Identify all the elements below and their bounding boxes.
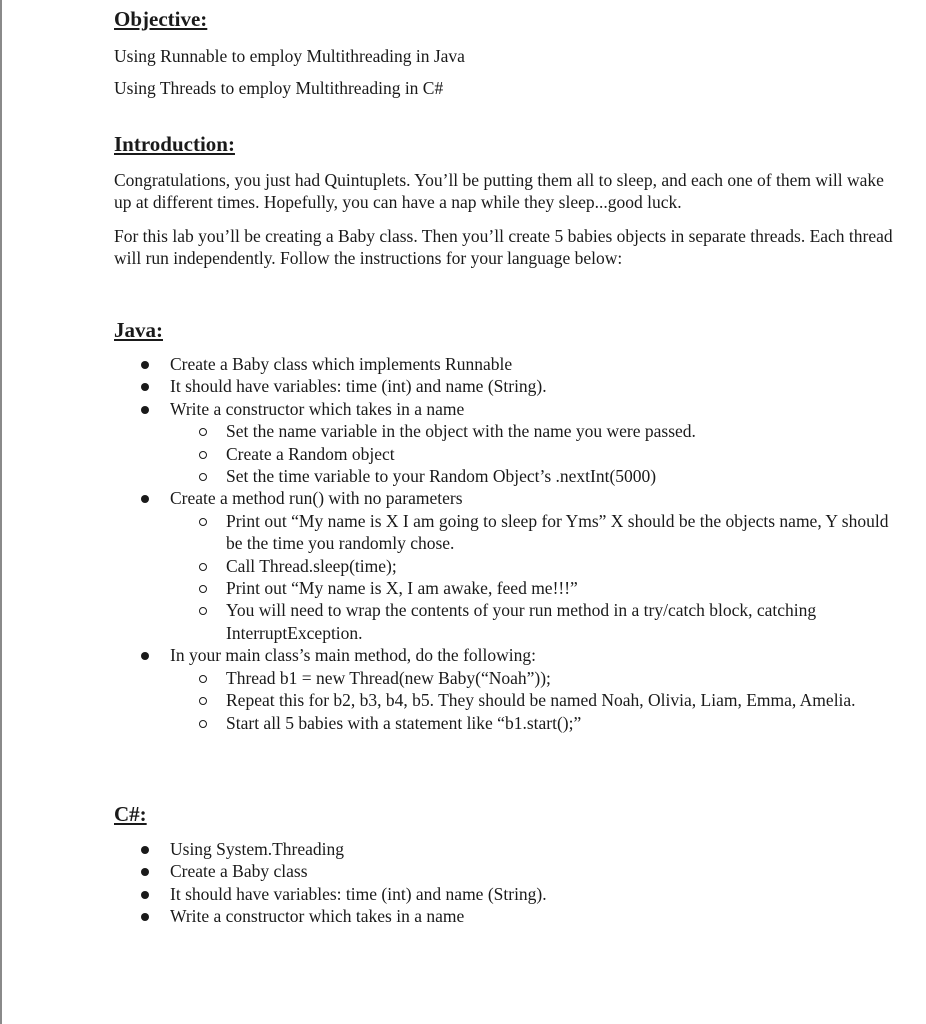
sub-list-item [114, 510, 904, 555]
csharp-heading: C#: [114, 802, 147, 826]
list-item-text: Write a constructor which takes in a name [170, 398, 465, 419]
csharp-instructions-list [114, 838, 904, 928]
list-item-text: Set the name variable in the object with the name you were passed. [226, 421, 696, 442]
list-item [114, 905, 904, 927]
list-item [114, 375, 904, 397]
list-item-text: Print out “My name is X, I am awake, feed me!!!” [226, 578, 578, 599]
list-item-text: Write a constructor which takes in a name [170, 906, 465, 927]
bullet-icon [141, 913, 149, 921]
sub-list-item [114, 577, 904, 599]
hollow-bullet-icon [199, 720, 207, 728]
hollow-bullet-icon [199, 675, 207, 683]
list-item-text: Create a Random object [226, 443, 395, 464]
list-item-text: Using System.Threading [170, 839, 345, 859]
list-item-text: It should have variables: time (int) and name (String). [170, 883, 547, 904]
list-item-text: Set the time variable to your Random Object’s .nextInt(5000) [226, 466, 657, 487]
list-item-text: Repeat this for b2, b3, b4, b5. They should be named Noah, Olivia, Liam, Emma, Amelia. [226, 690, 856, 711]
list-item [114, 353, 904, 375]
list-item-text: In your main class’s main method, do the following: [170, 645, 536, 666]
list-item [114, 487, 904, 509]
list-item [114, 644, 904, 666]
hollow-bullet-icon [199, 585, 207, 593]
sub-list-item [114, 599, 904, 644]
bullet-icon [141, 406, 149, 414]
list-item-text: Call Thread.sleep(time); [226, 555, 397, 576]
bullet-icon [141, 383, 149, 391]
hollow-bullet-icon [199, 697, 207, 705]
intro-paragraph-2: For this lab you’ll be creating a Baby class. Then you’ll create 5 babies objects in separate threads. Each thread will run independently. Follow the instructions for your language below: [114, 226, 893, 268]
sub-list-item [114, 443, 904, 465]
list-item-text: Start all 5 babies with a statement like “b1.start();” [226, 712, 582, 733]
hollow-bullet-icon [199, 451, 207, 459]
sub-list-item [114, 667, 904, 689]
list-item [114, 838, 904, 860]
objective-line-csharp: Using Threads to employ Multithreading in C# [114, 78, 444, 98]
bullet-icon [141, 361, 149, 369]
hollow-bullet-icon [199, 473, 207, 481]
hollow-bullet-icon [199, 518, 207, 526]
sub-list-item [114, 712, 904, 734]
introduction-heading: Introduction: [114, 132, 235, 156]
sub-list-item [114, 420, 904, 442]
bullet-icon [141, 846, 149, 854]
page-left-border [0, 0, 2, 1024]
sub-list-item [114, 689, 904, 711]
bullet-icon [141, 495, 149, 503]
hollow-bullet-icon [199, 563, 207, 571]
list-item-text: Print out “My name is X I am going to sleep for Yms” X should be the objects name, Y should be the time you randomly chose. [226, 510, 889, 554]
intro-paragraph-1: Congratulations, you just had Quintuplets. You’ll be putting them all to sleep, and each one of them will wake up at different times. Hopefully, you can have a nap while they sleep...good luck. [114, 170, 884, 212]
list-item-text: It should have variables: time (int) and name (String). [170, 376, 547, 397]
java-instructions-list [114, 353, 904, 734]
java-heading: Java: [114, 318, 163, 342]
list-item-text: Create a Baby class which implements Runnable [170, 354, 513, 374]
list-item [114, 860, 904, 882]
bullet-icon [141, 868, 149, 876]
list-item-text: Thread b1 = new Thread(new Baby(“Noah”)); [226, 667, 551, 688]
objective-line-java: Using Runnable to employ Multithreading in Java [114, 46, 465, 66]
list-item-text: You will need to wrap the contents of your run method in a try/catch block, catching InterruptException. [226, 600, 817, 643]
list-item [114, 883, 904, 905]
objective-heading: Objective: [114, 7, 208, 31]
bullet-icon [141, 891, 149, 899]
hollow-bullet-icon [199, 607, 207, 615]
list-item-text: Create a Baby class [170, 861, 308, 882]
sub-list-item [114, 555, 904, 577]
hollow-bullet-icon [199, 428, 207, 436]
bullet-icon [141, 652, 149, 660]
list-item-text: Create a method run() with no parameters [170, 488, 463, 509]
sub-list-item [114, 465, 904, 487]
list-item [114, 398, 904, 420]
